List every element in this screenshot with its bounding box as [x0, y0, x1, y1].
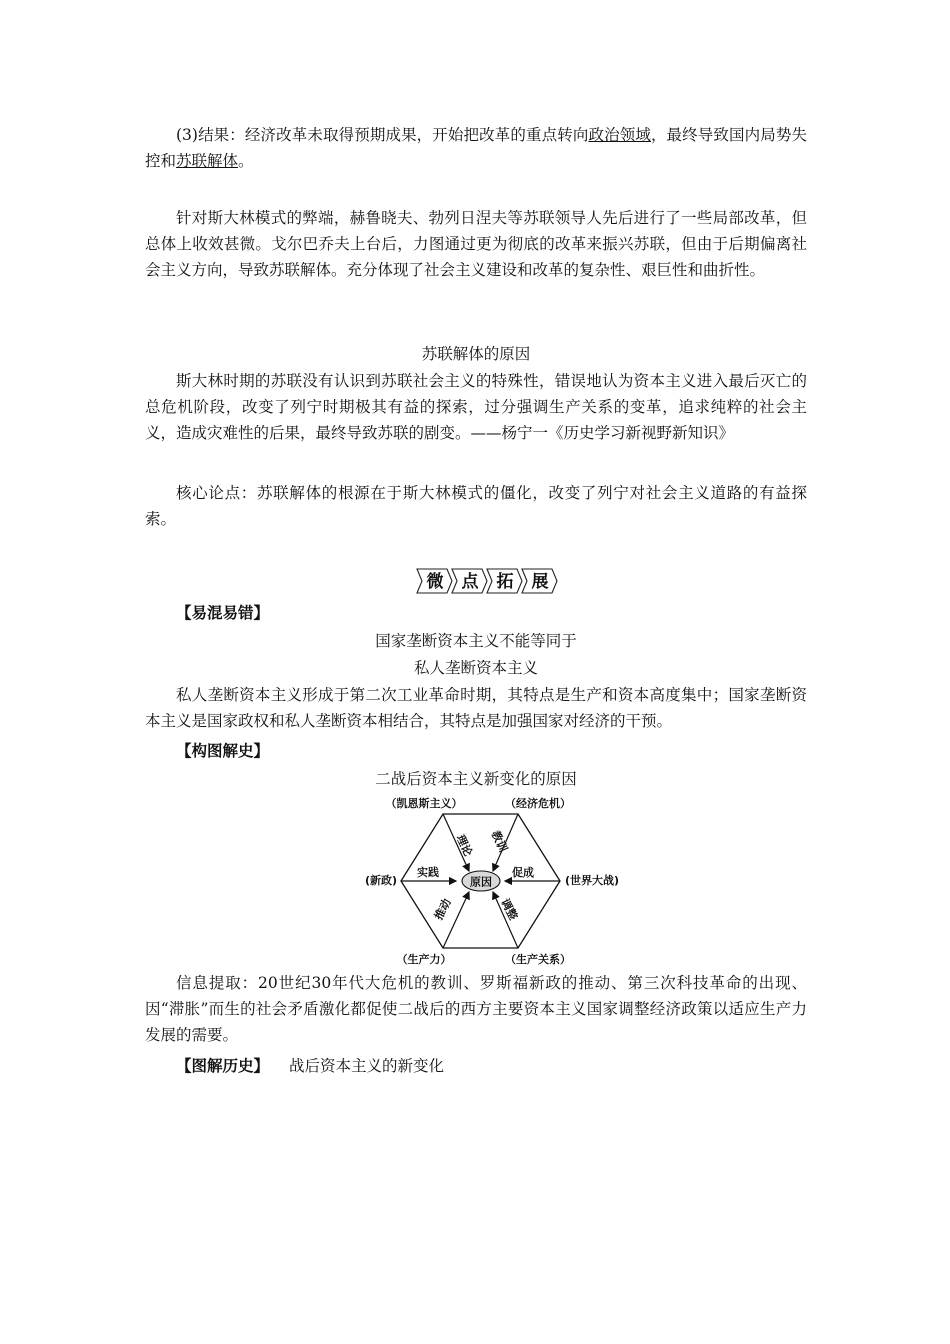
illustrated-history-label	[176, 1053, 444, 1079]
summary-paragraph: 针对斯大林模式的弊端，赫鲁晓夫、勃列日涅夫等苏联领导人先后进行了一些局部改革，但总体上收效甚微。戈尔巴乔夫上台后，力图通过更为彻底的改革来振兴苏联，但由于后期偏离社会主义方向，导致苏联解体。充分体现了社会主义建设和改革的复杂性、艰巨性和曲折性。	[145, 209, 807, 279]
compose-label: 【构图解史】	[176, 742, 270, 760]
center-label: 原因	[470, 875, 492, 889]
result-paragraph	[145, 122, 807, 174]
confuse-title-line-1: 国家垄断资本主义不能等同于	[375, 632, 577, 650]
node-new-deal: (新政)	[364, 874, 398, 887]
info-extraction-paragraph: 信息提取：20世纪30年代大危机的教训、罗斯福新政的推动、第三次科技革命的出现、因“滞胀”而生的社会矛盾激化都促使二战后的西方主要资本主义国家调整经济政策以适应生产力发展的需要。	[145, 974, 807, 1044]
edge-label-drive: 推动	[432, 896, 454, 923]
result-text-2: ，最终导致国内局势失控和	[145, 126, 807, 170]
banner-char-4: 展	[531, 572, 549, 592]
banner-char-2: 点	[461, 572, 479, 592]
cause-title: 苏联解体的原因	[421, 345, 531, 363]
underlined-ussr-dissolution: 苏联解体	[176, 152, 239, 170]
node-economic-crisis: （经济危机）	[505, 797, 571, 810]
node-keynesianism: （凯恩斯主义）	[385, 797, 463, 810]
banner-char-1: 微	[426, 572, 444, 592]
edge-label-promote: 促成	[512, 866, 534, 879]
edge-label-theory: 理论	[453, 832, 475, 859]
banner-char-3: 拓	[496, 572, 514, 592]
cause-paragraph: 斯大林时期的苏联没有认识到苏联社会主义的特殊性，错误地认为资本主义进入最后灭亡的总危机阶段，改变了列宁时期极其有益的探索，过分强调生产关系的变革，追求纯粹的社会主义，造成灾难性的后果，最终导致苏联的剧变。——杨宁一《历史学习新视野新知识》	[145, 372, 807, 442]
confuse-title-line-2: 私人垄断资本主义	[413, 659, 538, 677]
core-argument-paragraph: 核心论点：苏联解体的根源在于斯大林模式的僵化，改变了列宁对社会主义道路的有益探索。	[145, 484, 807, 528]
micro-point-expand-banner	[414, 566, 564, 596]
edge-label-adjust: 调整	[498, 896, 520, 923]
confuse-paragraph: 私人垄断资本主义形成于第二次工业革命时期，其特点是生产和资本高度集中；国家垄断资本主义是国家政权和私人垄断资本相结合，其特点是加强国家对经济的干预。	[145, 686, 807, 730]
node-world-war: (世界大战)	[564, 874, 620, 887]
underlined-political-field: 政治领域	[588, 126, 651, 144]
diagram-title: 二战后资本主义新变化的原因	[375, 770, 577, 788]
illustrated-history-subtitle: 战后资本主义的新变化	[289, 1057, 445, 1075]
result-text-1: (3)结果：经济改革未取得预期成果，开始把改革的重点转向	[176, 126, 589, 144]
node-production-relations: （生产关系）	[505, 953, 571, 966]
causes-hexagon-diagram	[360, 795, 624, 967]
node-productive-forces: （生产力）	[396, 953, 452, 966]
confuse-label: 【易混易错】	[176, 604, 270, 622]
edge-label-practice: 实践	[417, 866, 439, 879]
edge-label-lesson: 教训	[488, 828, 510, 855]
illustrated-history-tag: 【图解历史】	[176, 1057, 270, 1075]
result-text-3: 。	[238, 152, 254, 170]
